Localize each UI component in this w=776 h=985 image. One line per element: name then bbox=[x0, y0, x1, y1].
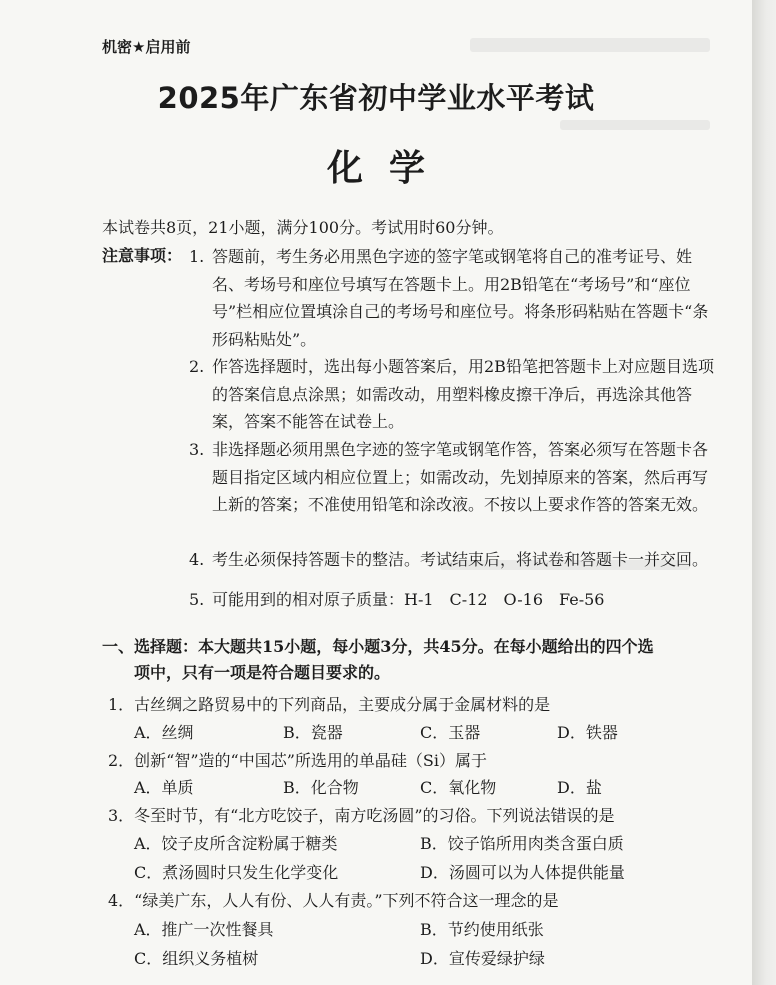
notice-num: 4. bbox=[189, 550, 205, 569]
option: D．宣传爱绿护绿 bbox=[420, 949, 545, 968]
option: B．饺子馅所用肉类含蛋白质 bbox=[420, 834, 624, 853]
option: A．单质 bbox=[134, 778, 194, 797]
section-heading-cont: 项中，只有一项是符合题目要求的。 bbox=[134, 663, 391, 682]
notice-num: 5. bbox=[189, 590, 205, 609]
option: A．饺子皮所含淀粉属于糖类 bbox=[134, 834, 338, 853]
notice-num: 3. bbox=[189, 440, 205, 459]
option: D．汤圆可以为人体提供能量 bbox=[420, 863, 625, 882]
option: B．瓷器 bbox=[283, 723, 343, 742]
option: C．组织义务植树 bbox=[134, 949, 259, 968]
exam-intro: 本试卷共8页，21小题，满分100分。考试用时60分钟。 bbox=[102, 218, 504, 237]
notice-text: 作答选择题时，选出每小题答案后，用2B铅笔把答题卡上对应题目选项的答案信息点涂黑；如需改动，用塑料橡皮擦干净后，再选涂其他答案，答案不能答在试卷上。 bbox=[212, 357, 714, 431]
notice-item bbox=[190, 586, 718, 614]
subject-title: 化学 bbox=[326, 148, 451, 189]
question-stem: 4．“绿美广东，人人有份、人人有责。”下列不符合这一理念的是 bbox=[108, 891, 559, 910]
option: A．推广一次性餐具 bbox=[134, 920, 274, 939]
option: C．玉器 bbox=[420, 723, 481, 742]
option: B．化合物 bbox=[283, 778, 359, 797]
page-edge bbox=[752, 0, 776, 985]
notice-text: 考生必须保持答题卡的整洁。考试结束后，将试卷和答题卡一并交回。 bbox=[212, 550, 709, 569]
option: D．铁器 bbox=[557, 723, 618, 742]
notice-item bbox=[190, 353, 718, 436]
section-heading: 一、选择题：本大题共15小题，每小题3分，共45分。在每小题给出的四个选 bbox=[102, 637, 654, 656]
notice-text: 非选择题必须用黑色字迹的签字笔或钢笔作答，答案必须写在答题卡各题目指定区域内相应位置上；如需改动，先划掉原来的答案，然后再写上新的答案；不准使用铅笔和涂改液。不按以上要求作答的答案无效。 bbox=[212, 440, 709, 514]
option: C．氧化物 bbox=[420, 778, 497, 797]
question-stem: 3．冬至时节，有“北方吃饺子，南方吃汤圆”的习俗。下列说法错误的是 bbox=[108, 806, 615, 825]
exam-title: 2025年广东省初中学业水平考试 bbox=[157, 81, 595, 115]
confidential-label: 机密★启用前 bbox=[102, 38, 191, 56]
notice-num: 2. bbox=[189, 357, 205, 376]
option: B．节约使用纸张 bbox=[420, 920, 544, 939]
notice-item bbox=[190, 546, 718, 574]
option: D．盐 bbox=[557, 778, 602, 797]
notice-num: 1. bbox=[189, 247, 205, 266]
question-stem: 2．创新“智”造的“中国芯”所选用的单晶硅（Si）属于 bbox=[108, 751, 487, 770]
notice-item bbox=[190, 436, 718, 519]
option: A．丝绸 bbox=[134, 723, 194, 742]
notice-label: 注意事项： bbox=[102, 246, 183, 265]
option: C．煮汤圆时只发生化学变化 bbox=[134, 863, 339, 882]
notice-text: 可能用到的相对原子质量：H-1 C-12 O-16 Fe-56 bbox=[212, 590, 605, 609]
question-stem: 1．古丝绸之路贸易中的下列商品，主要成分属于金属材料的是 bbox=[108, 695, 551, 714]
notice-text: 答题前，考生务必用黑色字迹的签字笔或钢笔将自己的准考证号、姓名、考场号和座位号填写在答题卡上。用2B铅笔在“考场号”和“座位号”栏相应位置填涂自己的考场号和座位号。将条形码粘贴在答题卡“条形码粘贴处”。 bbox=[212, 247, 709, 349]
notice-item bbox=[190, 243, 718, 353]
